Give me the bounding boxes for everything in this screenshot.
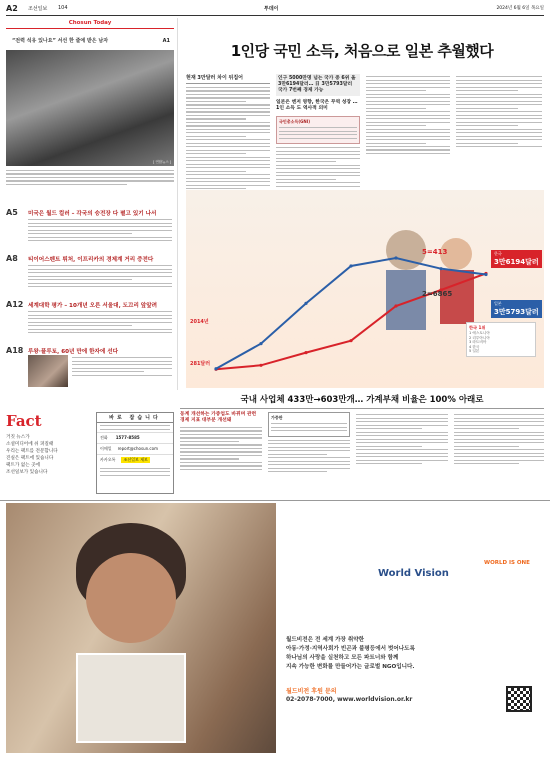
ad-held-photo	[76, 653, 186, 743]
data-point	[304, 351, 307, 354]
index-title: 세계대학 평가 – 10개년 오른 서울대, 도끄리 앞앞려	[28, 303, 158, 309]
ranking-row: 1 에스토니아	[469, 331, 490, 335]
story2-col-1	[180, 412, 262, 472]
index-page: A12	[6, 300, 24, 309]
kr-value: 3만6194달러	[494, 258, 539, 266]
correction-title: 바로 잡습니다	[97, 413, 173, 423]
world-is-one-emblem: WORLD IS ONE	[484, 560, 530, 566]
kakao-row	[97, 454, 173, 465]
fact-line: 진실은 팩트에 있습니다	[6, 456, 54, 461]
ranking-row: 2 리투아니아	[469, 335, 490, 340]
index-title: 미국은 월드 컬러 – 각국의 승전장 다 펼고 있기 나서	[28, 211, 157, 217]
data-point	[214, 367, 217, 370]
ad-rule	[0, 500, 550, 501]
article-col-1	[186, 74, 270, 202]
ranking-title: 한국 1위	[469, 325, 486, 330]
phone-row	[97, 432, 173, 443]
story2-col-3	[356, 412, 448, 467]
index-item[interactable]	[6, 254, 174, 300]
column-divider	[177, 18, 178, 390]
data-point	[349, 339, 352, 342]
fact-logo: Fact	[6, 412, 42, 430]
jp-label: 일본	[494, 301, 502, 306]
phone-label: 전화	[100, 435, 108, 441]
index-page: A18	[6, 346, 24, 355]
kakao-channel[interactable]: 조선일보 제보	[123, 457, 148, 463]
jp-value: 3만5793달러	[494, 308, 539, 316]
today-label: Chosun Today	[6, 18, 174, 29]
story2-col-2	[268, 412, 350, 475]
email-label: 이메일	[100, 446, 112, 452]
gni-chart	[186, 190, 544, 388]
index-item[interactable]	[6, 300, 174, 346]
ranking-row: 3 라트비아	[469, 340, 487, 345]
ad-copy-line: 지속 가능한 변화를 만들어가는 글로벌 NGO입니다.	[286, 664, 415, 670]
index-item[interactable]	[6, 346, 174, 392]
gni-box	[276, 116, 360, 144]
main-headline[interactable]: 1인당 국민 소득, 처음으로 일본 추월했다	[230, 42, 494, 60]
mid-label-a: 5=413	[422, 248, 448, 256]
chart-svg	[186, 190, 544, 388]
fact-line: 조선일보가 있습니다	[6, 470, 48, 475]
fact-line: 우리는 팩트를 전문합니다	[6, 449, 58, 454]
section-name: 투데이	[264, 6, 279, 12]
story2-box	[268, 412, 350, 437]
page-number: A2	[6, 4, 18, 13]
story2-headline[interactable]: 국내 사업체 433만→603만개… 가계부채 비율은 100% 아래로	[240, 395, 484, 405]
article-col-4	[456, 74, 542, 149]
data-point	[394, 304, 397, 307]
photo-credit: [ 연합뉴스 ]	[153, 160, 171, 164]
jp-value-badge	[491, 300, 542, 318]
index-thumbnail	[28, 355, 68, 387]
paper-name: 조선일보	[28, 6, 48, 12]
sub-headline-3: 일본은 엔저 영향, 한국은 무역 성장 … 1인 소득 도 역사적 의미	[276, 100, 358, 111]
gni-box-label: 국민총소득(GNI)	[279, 119, 311, 124]
kr-value-badge	[491, 250, 542, 268]
email-row	[97, 443, 173, 454]
story2-col-4	[454, 412, 544, 467]
illustration-body-jp	[386, 270, 426, 330]
data-point	[259, 364, 262, 367]
index-list	[6, 208, 174, 392]
today-headline[interactable]: “전력 석유 있나요” 서선 한 줄에 받은 남자	[12, 38, 109, 44]
data-point	[394, 256, 397, 259]
index-item[interactable]	[6, 208, 174, 254]
ranking-row: 5 일본	[469, 349, 480, 354]
qr-code-icon[interactable]	[506, 686, 532, 712]
photo-caption	[6, 170, 174, 185]
story2-box-label: 가증판	[271, 415, 283, 420]
ranking-row: 4 한국	[469, 344, 480, 349]
ad-copy-line: 월드비전은 전 세계 가장 취약한	[286, 637, 365, 643]
fact-line: 소셜미디어에 쉬 퍼질때	[6, 442, 54, 447]
index-page: A8	[6, 254, 18, 263]
data-point	[484, 273, 487, 276]
kr-label: 한국	[494, 251, 502, 256]
ad-contact-title: 월드비전 후원 문의	[286, 688, 337, 695]
sub-headline-2: 인구 5000만명 넘는 국가 중 6위 올 3만6194달러… 日 3만5793달러 국가 7번째 경제 가능	[276, 74, 360, 96]
article-col-2	[276, 74, 360, 189]
data-point	[439, 267, 442, 270]
email-address[interactable]: report@chosun.com	[117, 446, 158, 452]
masthead	[6, 3, 544, 15]
story2-rule	[180, 408, 544, 409]
ad-copy	[286, 636, 536, 672]
today-photo	[6, 50, 174, 166]
mid-label-b: 2=6865	[422, 290, 453, 298]
fact-line: 거짓 뉴스가	[6, 435, 30, 440]
ad-contact[interactable]: 02-2078-7000, www.worldvision.or.kr	[286, 696, 413, 703]
date: 2024년 6월 6일 목요일	[496, 6, 544, 11]
article-col-3	[366, 74, 450, 156]
ad-photo	[6, 503, 276, 753]
index-title: 티이어스펜트 튀처, 이프리카의 경제계 거리 증전다	[28, 257, 154, 263]
ad-copy-line: 아동·가정·지역사회가 빈곤과 불평등에서 벗어나도록	[286, 646, 415, 652]
kakao-label: 카카오톡	[100, 457, 116, 463]
masthead-rule	[6, 15, 544, 16]
data-point	[259, 342, 262, 345]
worldvision-logo: World Vision	[378, 568, 449, 579]
ad-child-face	[86, 553, 176, 643]
story2-subtitle: 동계 개선하는 가증업도 바뀌며 관련 경제 지표 대부분 개선돼	[180, 412, 257, 423]
label-start: 281달러	[190, 361, 211, 367]
edition: 104	[58, 5, 68, 11]
index-title: 루왕·플루토, 60년 만에 한자에 선다	[28, 349, 119, 355]
ad-copy-line: 하나님의 사랑을 실천하고 모든 파트너와 함께	[286, 655, 399, 661]
label-2014: 2014년	[190, 319, 209, 325]
fact-line: 팩트가 없는 곳에	[6, 463, 40, 468]
data-point	[349, 264, 352, 267]
phone-number[interactable]: 1577-8585	[115, 435, 140, 441]
data-point	[304, 302, 307, 305]
index-page: A5	[6, 208, 18, 217]
sub-headline-1: 현재 3만달러 차이 뒤집어	[186, 74, 270, 84]
correction-box	[96, 412, 174, 494]
today-head-page: A1	[162, 37, 170, 44]
fact-box	[6, 412, 90, 494]
ranking-box	[466, 322, 536, 357]
